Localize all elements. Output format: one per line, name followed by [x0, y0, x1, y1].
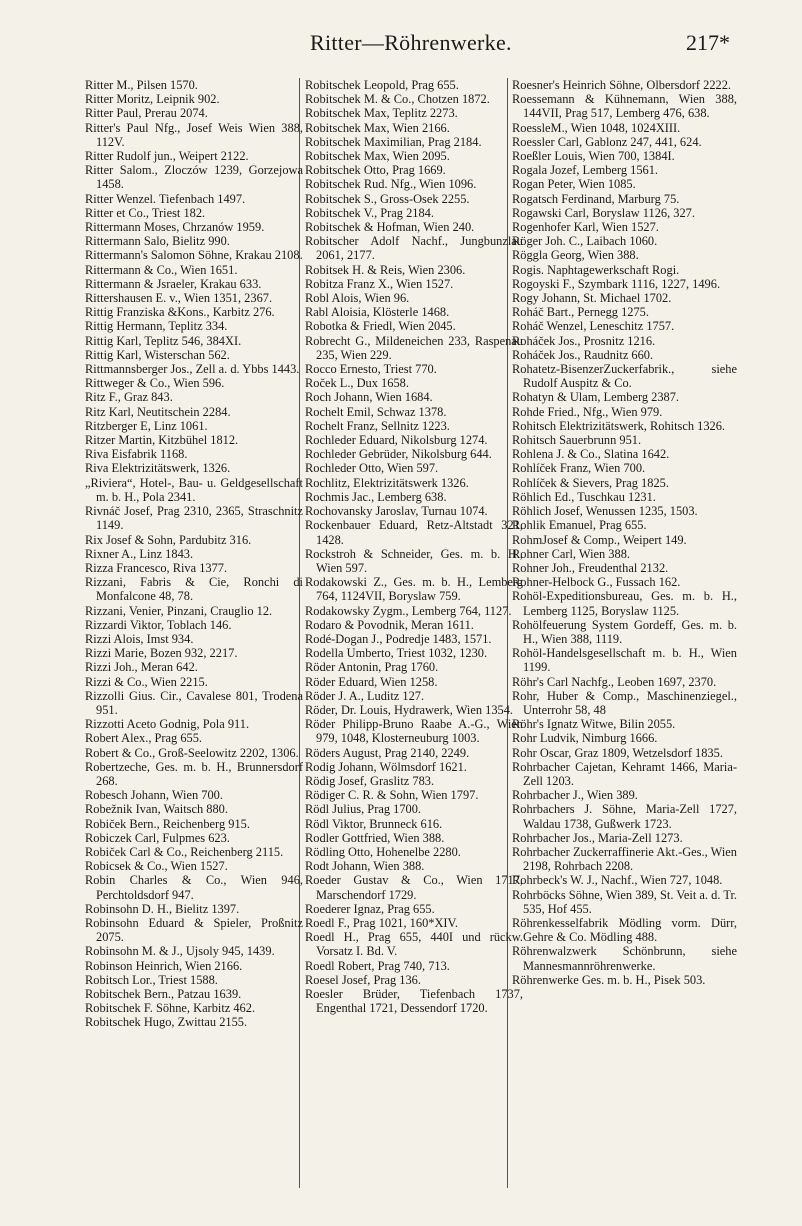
directory-entry: Rodakowski Z., Ges. m. b. H., Lemberg 764, 1124VII, Boryslaw 759. — [305, 575, 523, 604]
page-title: Ritter—Röhrenwerke. — [310, 30, 512, 55]
directory-entry: Rödl Viktor, Brunneck 616. — [305, 816, 443, 831]
directory-entry: Ritter Rudolf jun., Weipert 2122. — [85, 149, 249, 164]
directory-entry: Roháč Bart., Pernegg 1275. — [512, 305, 649, 320]
directory-entry: Rohatetz-BisenzerZuckerfabrik., siehe Rudolf Auspitz & Co. — [512, 362, 737, 391]
directory-entry: Rochmis Jac., Lemberg 638. — [305, 489, 447, 504]
directory-entry: Ritter's Paul Nfg., Josef Weis Wien 388, 112V. — [85, 120, 303, 149]
directory-entry: Rohlik Emanuel, Prag 655. — [512, 518, 647, 533]
directory-entry: Roeßler Louis, Wien 700, 1384I. — [512, 149, 675, 164]
directory-entry: Rödiger C. R. & Sohn, Wien 1797. — [305, 788, 479, 803]
directory-entry: Rizzani, Venier, Pinzani, Crauglio 12. — [85, 603, 273, 618]
directory-entry: Röhr's Ignatz Witwe, Bilin 2055. — [512, 717, 676, 732]
directory-entry: Robitschek F. Söhne, Karbitz 462. — [85, 1001, 256, 1016]
directory-entry: Röder Philipp-Bruno Raabe A.-G., Wien 979, 1048, Klosterneuburg 1003. — [305, 717, 523, 746]
directory-entry: Ritter Paul, Prerau 2074. — [85, 106, 208, 121]
directory-entry: RohmJosef & Comp., Weipert 149. — [512, 532, 687, 547]
directory-entry: Rizzardi Viktor, Toblach 146. — [85, 617, 232, 632]
directory-entry: Rogoyski F., Szymbark 1116, 1227, 1496. — [512, 276, 721, 291]
directory-entry: Rittermann Moses, Chrzanów 1959. — [85, 220, 265, 235]
directory-entry: Rohitsch Sauerbrunn 951. — [512, 433, 642, 448]
directory-entry: Roháč Wenzel, Leneschitz 1757. — [512, 319, 675, 334]
directory-entry: Ritz Karl, Neutitschein 2284. — [85, 404, 231, 419]
entry-column-3 — [512, 78, 737, 1198]
directory-entry: Rockenbauer Eduard, Retz-Altstadt 321, 1428. — [305, 518, 523, 547]
directory-entry: Rittermann & Co., Wien 1651. — [85, 262, 238, 277]
directory-entry: Rohrbeck's W. J., Nachf., Wien 727, 1048. — [512, 873, 723, 888]
directory-entry: Rohlíček Franz, Wien 700. — [512, 461, 646, 476]
directory-entry: Roesner's Heinrich Söhne, Olbersdorf 2222. — [512, 78, 732, 92]
directory-entry: Röhr's Carl Nachfg., Leoben 1697, 2370. — [512, 674, 717, 689]
directory-entry: Robitza Franz X., Wien 1527. — [305, 276, 454, 291]
directory-entry: Roeder Gustav & Co., Wien 1717, Marschendorf 1729. — [305, 873, 523, 902]
directory-entry: Robinsohn M. & J., Ujsoly 945, 1439. — [85, 944, 275, 959]
directory-entry: Robiček Carl & Co., Reichenberg 2115. — [85, 844, 284, 859]
directory-entry: Robiczek Carl, Fulpmes 623. — [85, 830, 230, 845]
directory-entry: Röhlich Ed., Tuschkau 1231. — [512, 489, 656, 504]
directory-entry: Rizzotti Aceto Godnig, Pola 911. — [85, 717, 250, 732]
directory-entry: Röder J. A., Luditz 127. — [305, 688, 425, 703]
directory-entry: Rodt Johann, Wien 388. — [305, 859, 425, 874]
directory-entry: Ritter Moritz, Leipnik 902. — [85, 92, 220, 107]
directory-entry: Rittmannsberger Jos., Zell a. d. Ybbs 1443. — [85, 362, 300, 377]
directory-entry: Robitschek V., Prag 2184. — [305, 205, 434, 220]
directory-entry: Rödling Otto, Hohenelbe 2280. — [305, 844, 461, 859]
directory-entry: Rodaro & Povodnik, Meran 1611. — [305, 617, 474, 632]
directory-entry: Rogenhofer Karl, Wien 1527. — [512, 220, 659, 235]
directory-entry: Ritz F., Graz 843. — [85, 390, 173, 405]
directory-entry: Robitschek Max, Wien 2166. — [305, 120, 450, 135]
directory-entry: Robitschek M. & Co., Chotzen 1872. — [305, 92, 490, 107]
directory-entry: Rittig Franziska &Kons., Karbitz 276. — [85, 305, 275, 320]
directory-entry: Robinsohn D. H., Bielitz 1397. — [85, 901, 240, 916]
directory-entry: Röhrenkesselfabrik Mödling vorm. Dürr, Gehre & Co. Mödling 488. — [512, 915, 737, 945]
directory-entry: Rohrbacher Cajetan, Kehramt 1466, Maria-Zell 1203. — [512, 759, 737, 788]
directory-entry: Röder Eduard, Wien 1258. — [305, 674, 438, 689]
directory-entry: Rohatyn & Ulam, Lemberg 2387. — [512, 390, 680, 405]
directory-entry: Rohner Carl, Wien 388. — [512, 546, 630, 561]
directory-entry: Rohner Joh., Freudenthal 2132. — [512, 560, 669, 575]
directory-entry: Robitschek Leopold, Prag 655. — [305, 78, 459, 92]
directory-entry: Roessemann & Kühnemann, Wien 388, 144VII, Prag 517, Lemberg 476, 638. — [512, 92, 737, 121]
directory-entry: Robitschek S., Gross-Osek 2255. — [305, 191, 470, 206]
directory-entry: Rittershausen E. v., Wien 1351, 2367. — [85, 291, 273, 306]
directory-entry: Rohr Oscar, Graz 1809, Wetzelsdorf 1835. — [512, 745, 723, 760]
directory-entry: Rogala Jozef, Lemberg 1561. — [512, 163, 659, 178]
directory-entry: Rittermann's Salomon Söhne, Krakau 2108. — [85, 248, 303, 263]
directory-entry: Rogy Johann, St. Michael 1702. — [512, 291, 672, 306]
directory-entry: Rohde Fried., Nfg., Wien 979. — [512, 404, 663, 419]
directory-entry: Rochovansky Jaroslav, Turnau 1074. — [305, 504, 488, 519]
directory-entry: Robin Charles & Co., Wien 946, Perchtoldsdorf 947. — [85, 873, 303, 902]
directory-entry: Rohrbacher Zuckerraffinerie Akt.-Ges., Wien 2198, Rohrbach 2208. — [512, 844, 737, 874]
directory-entry: Roháček Jos., Raudnitz 660. — [512, 347, 654, 362]
directory-entry: Rochleder Otto, Wien 597. — [305, 461, 439, 476]
directory-entry: Robitschek Max, Teplitz 2273. — [305, 106, 458, 121]
directory-entry: Ritter M., Pilsen 1570. — [85, 78, 198, 92]
directory-entry: Rizzi Joh., Meran 642. — [85, 660, 198, 675]
entry-column-1 — [85, 78, 303, 1198]
directory-entry: „Riviera“, Hotel-, Bau- u. Geldgesellschaft m. b. H., Pola 2341. — [85, 475, 303, 504]
directory-entry: Roedl Robert, Prag 740, 713. — [305, 958, 450, 973]
directory-entry: Rodakowsky Zygm., Lemberg 764, 1127. — [305, 603, 512, 618]
directory-entry: Rizzi Alois, Imst 934. — [85, 631, 194, 646]
directory-entry: Robotka & Friedl, Wien 2045. — [305, 319, 456, 334]
directory-entry: Robitschek Otto, Prag 1669. — [305, 163, 446, 178]
directory-entry: Rohöl-Handelsgesellschaft m. b. H., Wien 1199. — [512, 646, 737, 675]
directory-entry: Röggla Georg, Wien 388. — [512, 248, 639, 263]
directory-entry: Rodig Johann, Wölmsdorf 1621. — [305, 759, 467, 774]
directory-entry: Robitschek & Hofman, Wien 240. — [305, 220, 475, 235]
directory-entry: Rohölfeuerung System Gordeff, Ges. m. b. H., Wien 388, 1119. — [512, 617, 737, 646]
directory-entry: Roch Johann, Wien 1684. — [305, 390, 433, 405]
directory-entry: Robrecht G., Mildeneichen 233, Raspenau 235, Wien 229. — [305, 333, 523, 362]
directory-entry: Roedl H., Prag 655, 440I und rückw. Vorsatz I. Bd. V. — [305, 930, 523, 959]
directory-entry: Rockstroh & Schneider, Ges. m. b. H., Wien 597. — [305, 546, 523, 575]
directory-entry: Robitschek Hugo, Zwittau 2155. — [85, 1015, 248, 1030]
directory-entry: Rogatsch Ferdinand, Marburg 75. — [512, 191, 680, 206]
directory-entry: Rohrbacher Jos., Maria-Zell 1273. — [512, 830, 683, 845]
directory-entry: Rochleder Eduard, Nikolsburg 1274. — [305, 433, 488, 448]
directory-entry: Robinsohn Eduard & Spieler, Proßnitz 2075. — [85, 915, 303, 945]
directory-entry: Rohrböcks Söhne, Wien 389, St. Veit a. d. Tr. 535, Hof 455. — [512, 887, 737, 916]
directory-entry: Roček L., Dux 1658. — [305, 376, 409, 391]
directory-entry: Robitsch Lor., Triest 1588. — [85, 972, 218, 987]
directory-entry: Röhlich Josef, Wenussen 1235, 1503. — [512, 504, 698, 519]
directory-entry: Riva Eisfabrik 1168. — [85, 447, 188, 462]
directory-entry: Robitsek H. & Reis, Wien 2306. — [305, 262, 466, 277]
directory-entry: Robl Alois, Wien 96. — [305, 291, 410, 306]
directory-entry: Rittermann Salo, Bielitz 990. — [85, 234, 230, 249]
directory-entry: Ritter Wenzel. Tiefenbach 1497. — [85, 191, 246, 206]
directory-entry: Rohrbacher J., Wien 389. — [512, 788, 638, 803]
directory-entry: Rohöl-Expeditionsbureau, Ges. m. b. H., Lemberg 1125, Boryslaw 1125. — [512, 589, 737, 618]
directory-entry: Robežnik Ivan, Waitsch 880. — [85, 802, 228, 817]
directory-entry: Rogawski Carl, Boryslaw 1126, 327. — [512, 205, 695, 220]
directory-entry: Roesel Josef, Prag 136. — [305, 972, 421, 987]
page-header — [80, 30, 730, 60]
directory-entry: Robesch Johann, Wien 700. — [85, 788, 223, 803]
directory-entry: Rödig Josef, Graslitz 783. — [305, 773, 435, 788]
directory-entry: Ritter Salom., Zloczów 1239, Gorzejowa 1458. — [85, 163, 303, 192]
directory-entry: Ritzer Martin, Kitzbühel 1812. — [85, 433, 239, 448]
directory-entry: Ritter et Co., Triest 182. — [85, 205, 206, 220]
directory-entry: Rochelt Emil, Schwaz 1378. — [305, 404, 447, 419]
directory-entry: Rittermann & Jsraeler, Krakau 633. — [85, 276, 262, 291]
directory-entry: Rohlíček & Sievers, Prag 1825. — [512, 475, 669, 490]
directory-entry: Roederer Ignaz, Prag 655. — [305, 901, 435, 916]
directory-entry: Rizzolli Gius. Cir., Cavalese 801, Trodena 951. — [85, 688, 303, 717]
directory-entry: Rochelt Franz, Sellnitz 1223. — [305, 418, 450, 433]
directory-entry: Rittig Hermann, Teplitz 334. — [85, 319, 228, 334]
directory-entry: Roesler Brüder, Tiefenbach 1737, Engenthal 1721, Dessendorf 1720. — [305, 987, 523, 1016]
directory-entry: Rohr, Huber & Comp., Maschinenziegel., Unterrohr 58, 48 — [512, 688, 737, 717]
directory-entry: Robitschek Rud. Nfg., Wien 1096. — [305, 177, 477, 192]
directory-entry: Röhrenwalzwerk Schönbrunn, siehe Mannesmannröhrenwerke. — [512, 944, 737, 973]
directory-entry: Riva Elektrizitätswerk, 1326. — [85, 461, 231, 476]
directory-entry: Robitscher Adolf Nachf., Jungbunzlau 2061, 2177. — [305, 234, 523, 263]
directory-entry: Röhrenwerke Ges. m. b. H., Pisek 503. — [512, 972, 706, 987]
directory-entry: Rochleder Gebrüder, Nikolsburg 644. — [305, 447, 492, 462]
directory-entry: Rittweger & Co., Wien 596. — [85, 376, 225, 391]
directory-entry: Rohr Ludvik, Nimburg 1666. — [512, 731, 658, 746]
directory-entry: Rizzani, Fabris & Cie, Ronchi di Monfalcone 48, 78. — [85, 575, 303, 604]
directory-entry: Roháček Jos., Prosnitz 1216. — [512, 333, 656, 348]
directory-entry: Rödl Julius, Prag 1700. — [305, 802, 421, 817]
directory-entry: Rodler Gottfried, Wien 388. — [305, 830, 445, 845]
directory-entry: Robitschek Maximilian, Prag 2184. — [305, 134, 482, 149]
directory-entry: Rix Josef & Sohn, Pardubitz 316. — [85, 532, 252, 547]
directory-entry: Robitschek Bern., Patzau 1639. — [85, 987, 242, 1001]
directory-entry: Röder Antonin, Prag 1760. — [305, 660, 439, 675]
directory-entry: Rocco Ernesto, Triest 770. — [305, 362, 437, 377]
directory-entry: Rogis. Naphtagewerkschaft Rogi. — [512, 262, 680, 277]
directory-entry: Rohrbachers J. Söhne, Maria-Zell 1727, Waldau 1738, Gußwerk 1723. — [512, 802, 737, 831]
directory-entry: Rittig Karl, Teplitz 546, 384XI. — [85, 333, 242, 348]
directory-entry: Robiček Bern., Reichenberg 915. — [85, 816, 250, 831]
directory-entry: Rodé-Dogan J., Podredje 1483, 1571. — [305, 631, 492, 646]
directory-entry: Roessler Carl, Gablonz 247, 441, 624. — [512, 134, 702, 149]
directory-entry: Robertzeche, Ges. m. b. H., Brunnersdorf 268. — [85, 759, 303, 788]
directory-entry: Rizzi Marie, Bozen 932, 2217. — [85, 646, 238, 661]
directory-entry: Robert & Co., Groß-Seelowitz 2202, 1306. — [85, 745, 299, 760]
directory-entry: Rivnáč Josef, Prag 2310, 2365, Straschnitz 1149. — [85, 504, 303, 533]
directory-entry: Rohlena J. & Co., Slatina 1642. — [512, 447, 670, 462]
directory-entry: Rixner A., Linz 1843. — [85, 546, 194, 561]
directory-entry: Rabl Aloisia, Klösterle 1468. — [305, 305, 450, 320]
directory-entry: Röger Joh. C., Laibach 1060. — [512, 234, 658, 249]
directory-entry: Röder, Dr. Louis, Hydrawerk, Wien 1354. — [305, 702, 514, 717]
directory-entry: Rohner-Helbock G., Fussach 162. — [512, 575, 681, 590]
directory-entry: Robitschek Max, Wien 2095. — [305, 149, 450, 164]
directory-entry: Röders August, Prag 2140, 2249. — [305, 745, 470, 760]
entry-column-2 — [305, 78, 523, 1198]
directory-entry: Rizzi & Co., Wien 2215. — [85, 674, 208, 689]
directory-entry: Robicsek & Co., Wien 1527. — [85, 859, 228, 874]
directory-entry: Rodella Umberto, Triest 1032, 1230. — [305, 646, 488, 661]
page-number: 217* — [686, 30, 730, 55]
directory-entry: Robinson Heinrich, Wien 2166. — [85, 958, 243, 973]
directory-entry: Rochlitz, Elektrizitätswerk 1326. — [305, 475, 469, 490]
directory-entry: RoessleM., Wien 1048, 1024XIII. — [512, 120, 681, 135]
directory-entry: Robert Alex., Prag 655. — [85, 731, 203, 746]
directory-entry: Ritzberger E, Linz 1061. — [85, 418, 208, 433]
directory-entry: Rohitsch Elektrizitätswerk, Rohitsch 1326. — [512, 418, 726, 433]
directory-entry: Rizza Francesco, Riva 1377. — [85, 560, 228, 575]
directory-entry: Rittig Karl, Wisterschan 562. — [85, 347, 230, 362]
directory-entry: Rogan Peter, Wien 1085. — [512, 177, 636, 192]
directory-entry: Roedl F., Prag 1021, 160*XIV. — [305, 915, 458, 930]
